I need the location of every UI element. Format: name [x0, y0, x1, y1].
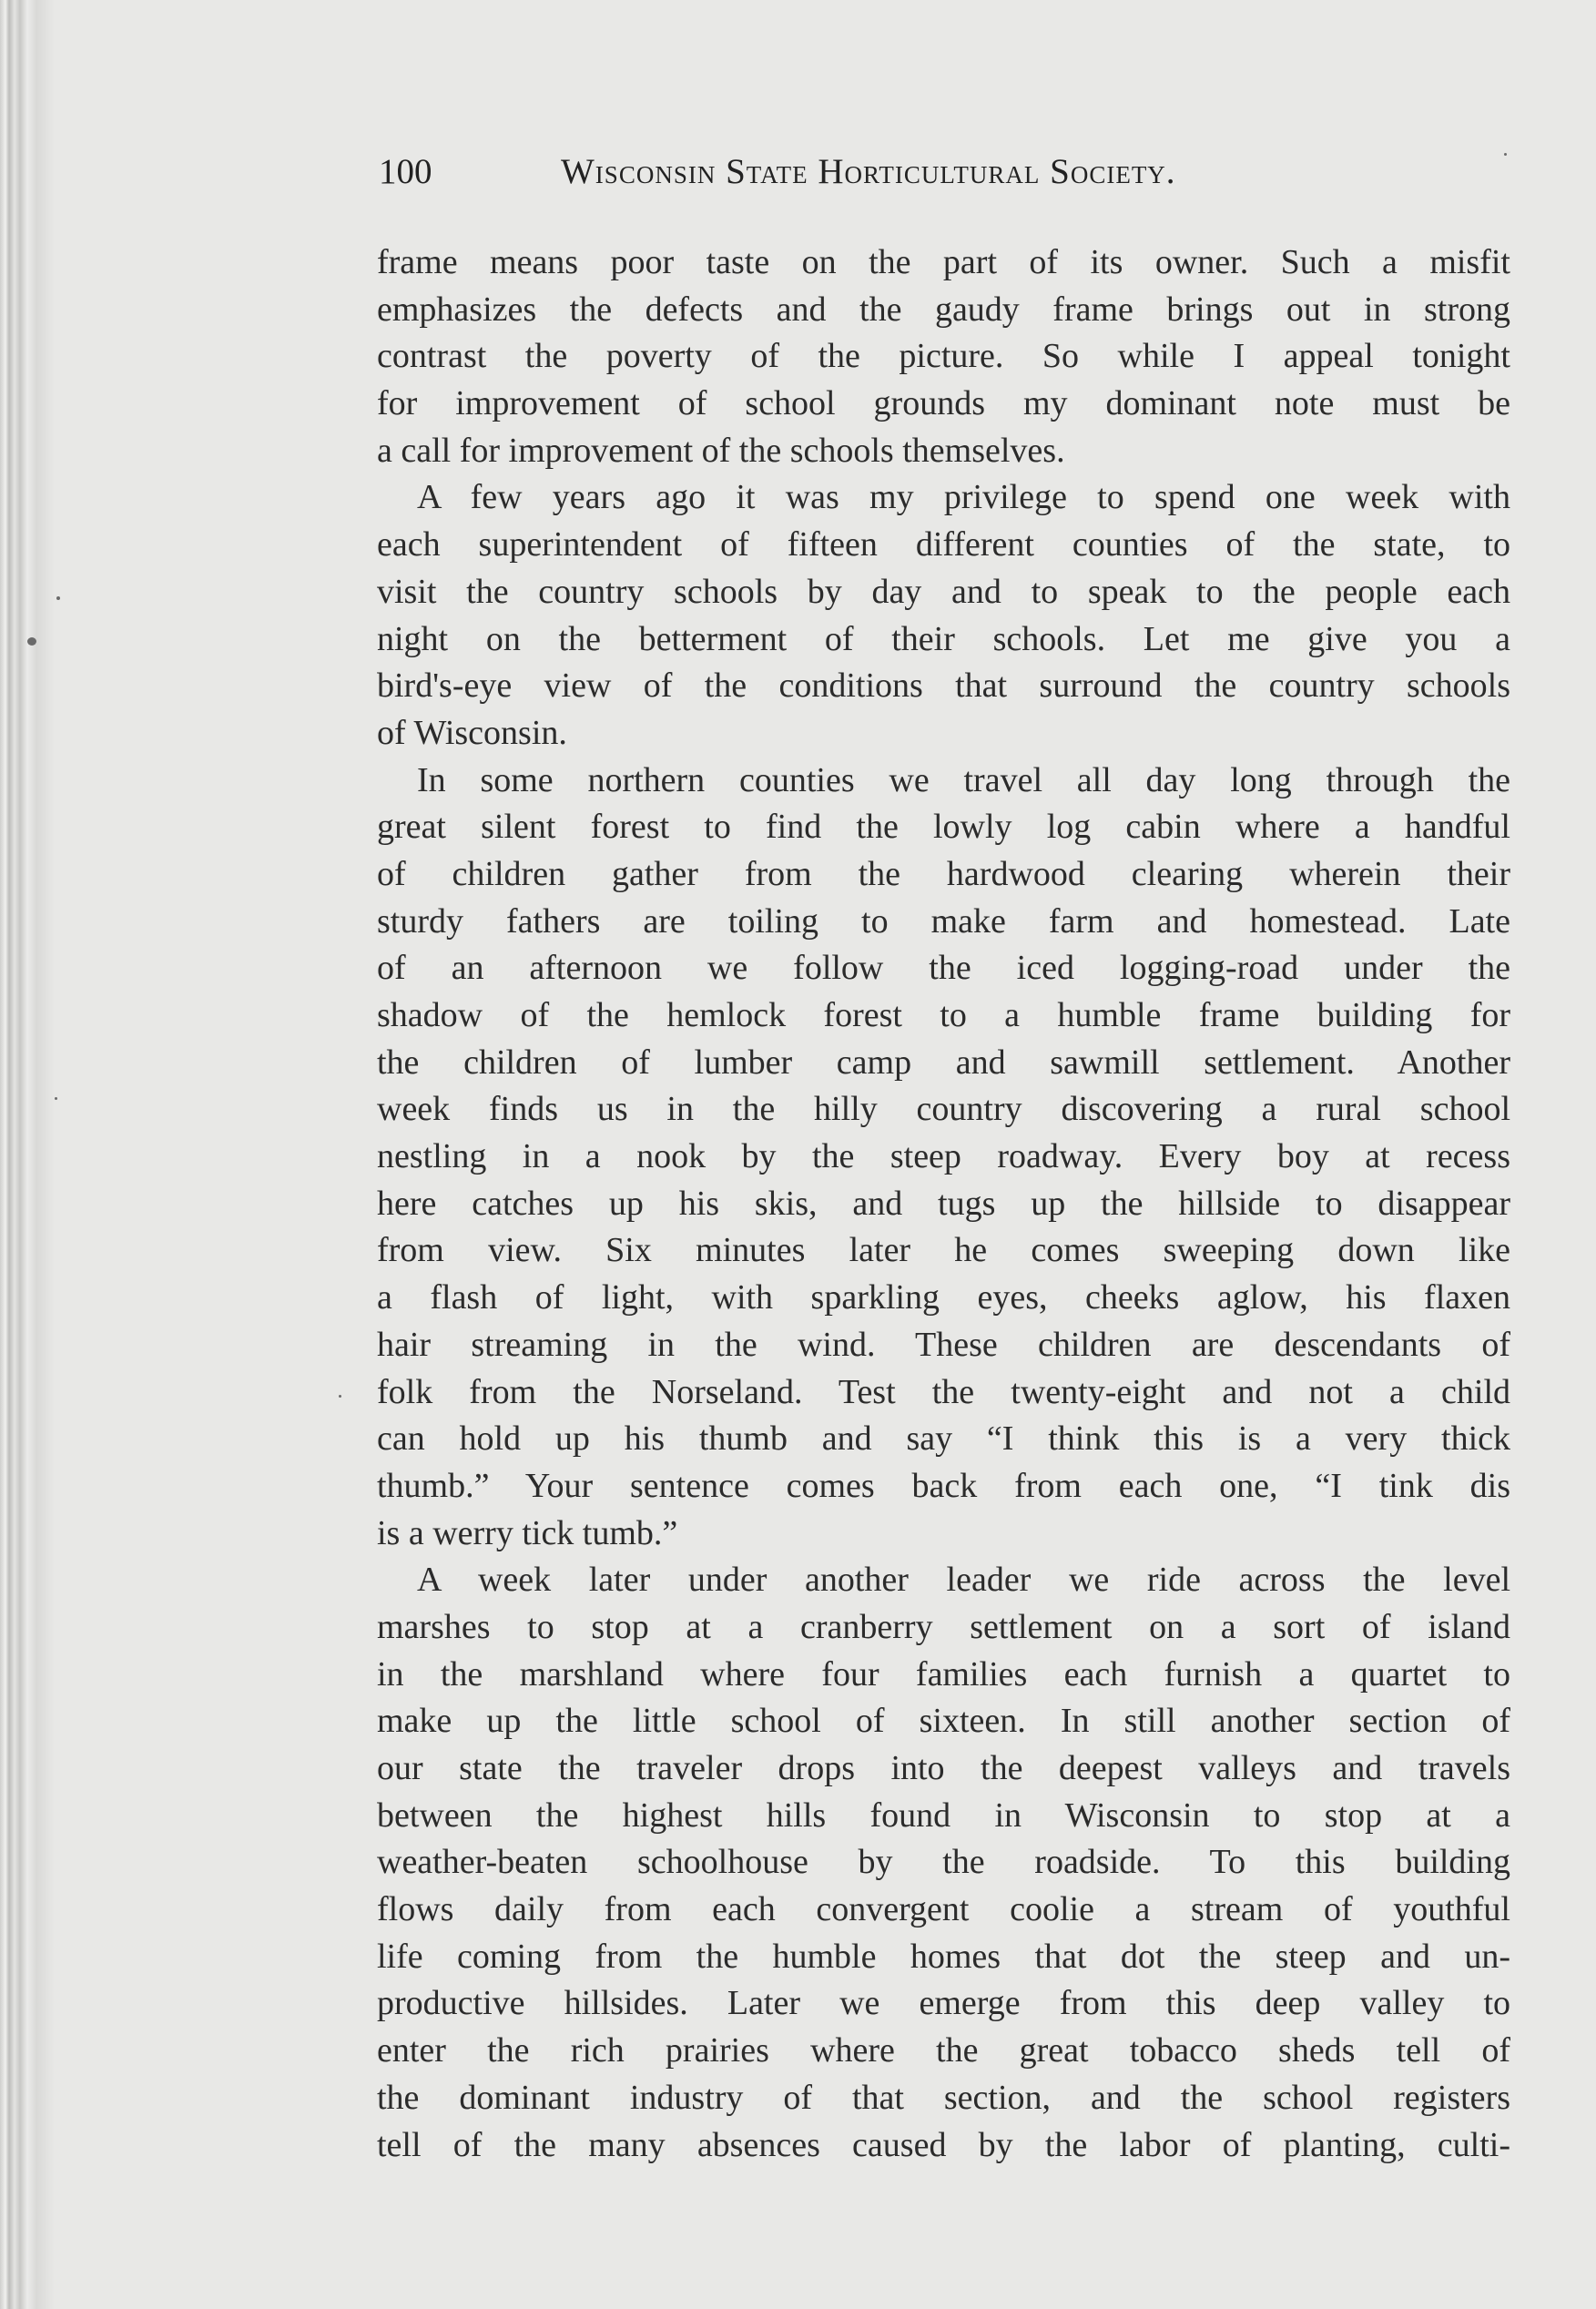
text-line: folk from the Norseland. Test the twenty-eight and not a child — [377, 1372, 1510, 1411]
text-line: A few years ago it was my privilege to spend one week with — [417, 478, 1510, 517]
text-line: can hold up his thumb and say “I think this is a very thick — [377, 1419, 1510, 1459]
text-line: between the highest hills found in Wisconsin to stop at a — [377, 1795, 1510, 1835]
scan-speck — [339, 1395, 341, 1398]
text-line: bird's-eye view of the conditions that surround the country schools — [377, 666, 1510, 706]
text-line: productive hillsides. Later we emerge from this deep valley to — [377, 1984, 1510, 2023]
text-line: a flash of light, with sparkling eyes, cheeks aglow, his flaxen — [377, 1278, 1510, 1317]
text-line: a call for improvement of the schools themselves. — [377, 431, 1065, 470]
scan-speck — [56, 596, 60, 600]
text-line: each superintendent of fifteen different counties of the state, to — [377, 525, 1510, 565]
text-line: in the marshland where four families each furnish a quartet to — [377, 1654, 1510, 1694]
text-line: here catches up his skis, and tugs up the hillside to disappear — [377, 1184, 1510, 1223]
text-line: hair streaming in the wind. These children are descendants of — [377, 1325, 1510, 1364]
text-line: contrast the poverty of the picture. So while I appeal tonight — [377, 337, 1510, 376]
text-line: week finds us in the hilly country discovering a rural school — [377, 1090, 1510, 1129]
text-line: enter the rich prairies where the great tobacco sheds tell of — [377, 2031, 1510, 2070]
text-line: night on the betterment of their schools. Let me give you a — [377, 619, 1510, 658]
text-line: of children gather from the hardwood clearing wherein their — [377, 854, 1510, 893]
paragraph — [377, 758, 1510, 1558]
body-text — [377, 239, 1510, 2169]
text-line: the children of lumber camp and sawmill settlement. Another — [377, 1043, 1510, 1082]
text-line: of an afternoon we follow the iced logging-road under the — [377, 949, 1510, 988]
scan-speck — [27, 637, 36, 646]
text-line: thumb.” Your sentence comes back from each one, “I tink dis — [377, 1466, 1510, 1505]
text-line: emphasizes the defects and the gaudy frame brings out in strong — [377, 290, 1510, 329]
page-header — [379, 149, 1517, 195]
text-line: weather-beaten schoolhouse by the roadside. To this building — [377, 1843, 1510, 1882]
paragraph — [377, 239, 1510, 474]
text-line: make up the little school of sixteen. In still another section of — [377, 1702, 1510, 1741]
running-title: Wisconsin State Horticultural Society. — [561, 152, 1176, 191]
text-line: of Wisconsin. — [377, 713, 567, 752]
text-line: A week later under another leader we ride across the level — [417, 1561, 1510, 1600]
text-line: the dominant industry of that section, and the school registers — [377, 2078, 1510, 2117]
text-line: for improvement of school grounds my dominant note must be — [377, 384, 1510, 423]
text-line: In some northern counties we travel all day long through the — [417, 760, 1510, 799]
text-line: frame means poor taste on the part of its owner. Such a misfit — [377, 243, 1510, 281]
text-line: from view. Six minutes later he comes sweeping down like — [377, 1231, 1510, 1270]
text-line: life coming from the humble homes that dot the steep and un- — [377, 1937, 1510, 1976]
text-line: marshes to stop at a cranberry settlement on a sort of island — [377, 1607, 1510, 1646]
page-number: 100 — [379, 152, 432, 191]
book-binding-edge — [0, 0, 71, 2309]
text-line: is a werry tick tumb.” — [377, 1513, 678, 1552]
paragraph — [377, 1557, 1510, 2169]
text-line: our state the traveler drops into the deepest valleys and travels — [377, 1749, 1510, 1787]
text-line: tell of the many absences caused by the labor of planting, culti- — [377, 2125, 1510, 2164]
text-line: shadow of the hemlock forest to a humble frame building for — [377, 996, 1510, 1034]
text-line: visit the country schools by day and to speak to the people each — [377, 572, 1510, 611]
scan-speck — [55, 1097, 57, 1100]
text-line: nestling in a nook by the steep roadway. Every boy at recess — [377, 1137, 1510, 1176]
text-line: flows daily from each convergent coolie a stream of youthful — [377, 1890, 1510, 1929]
paragraph — [377, 474, 1510, 757]
text-line: sturdy fathers are toiling to make farm and homestead. Late — [377, 901, 1510, 941]
text-line: great silent forest to find the lowly log cabin where a handful — [377, 808, 1510, 847]
